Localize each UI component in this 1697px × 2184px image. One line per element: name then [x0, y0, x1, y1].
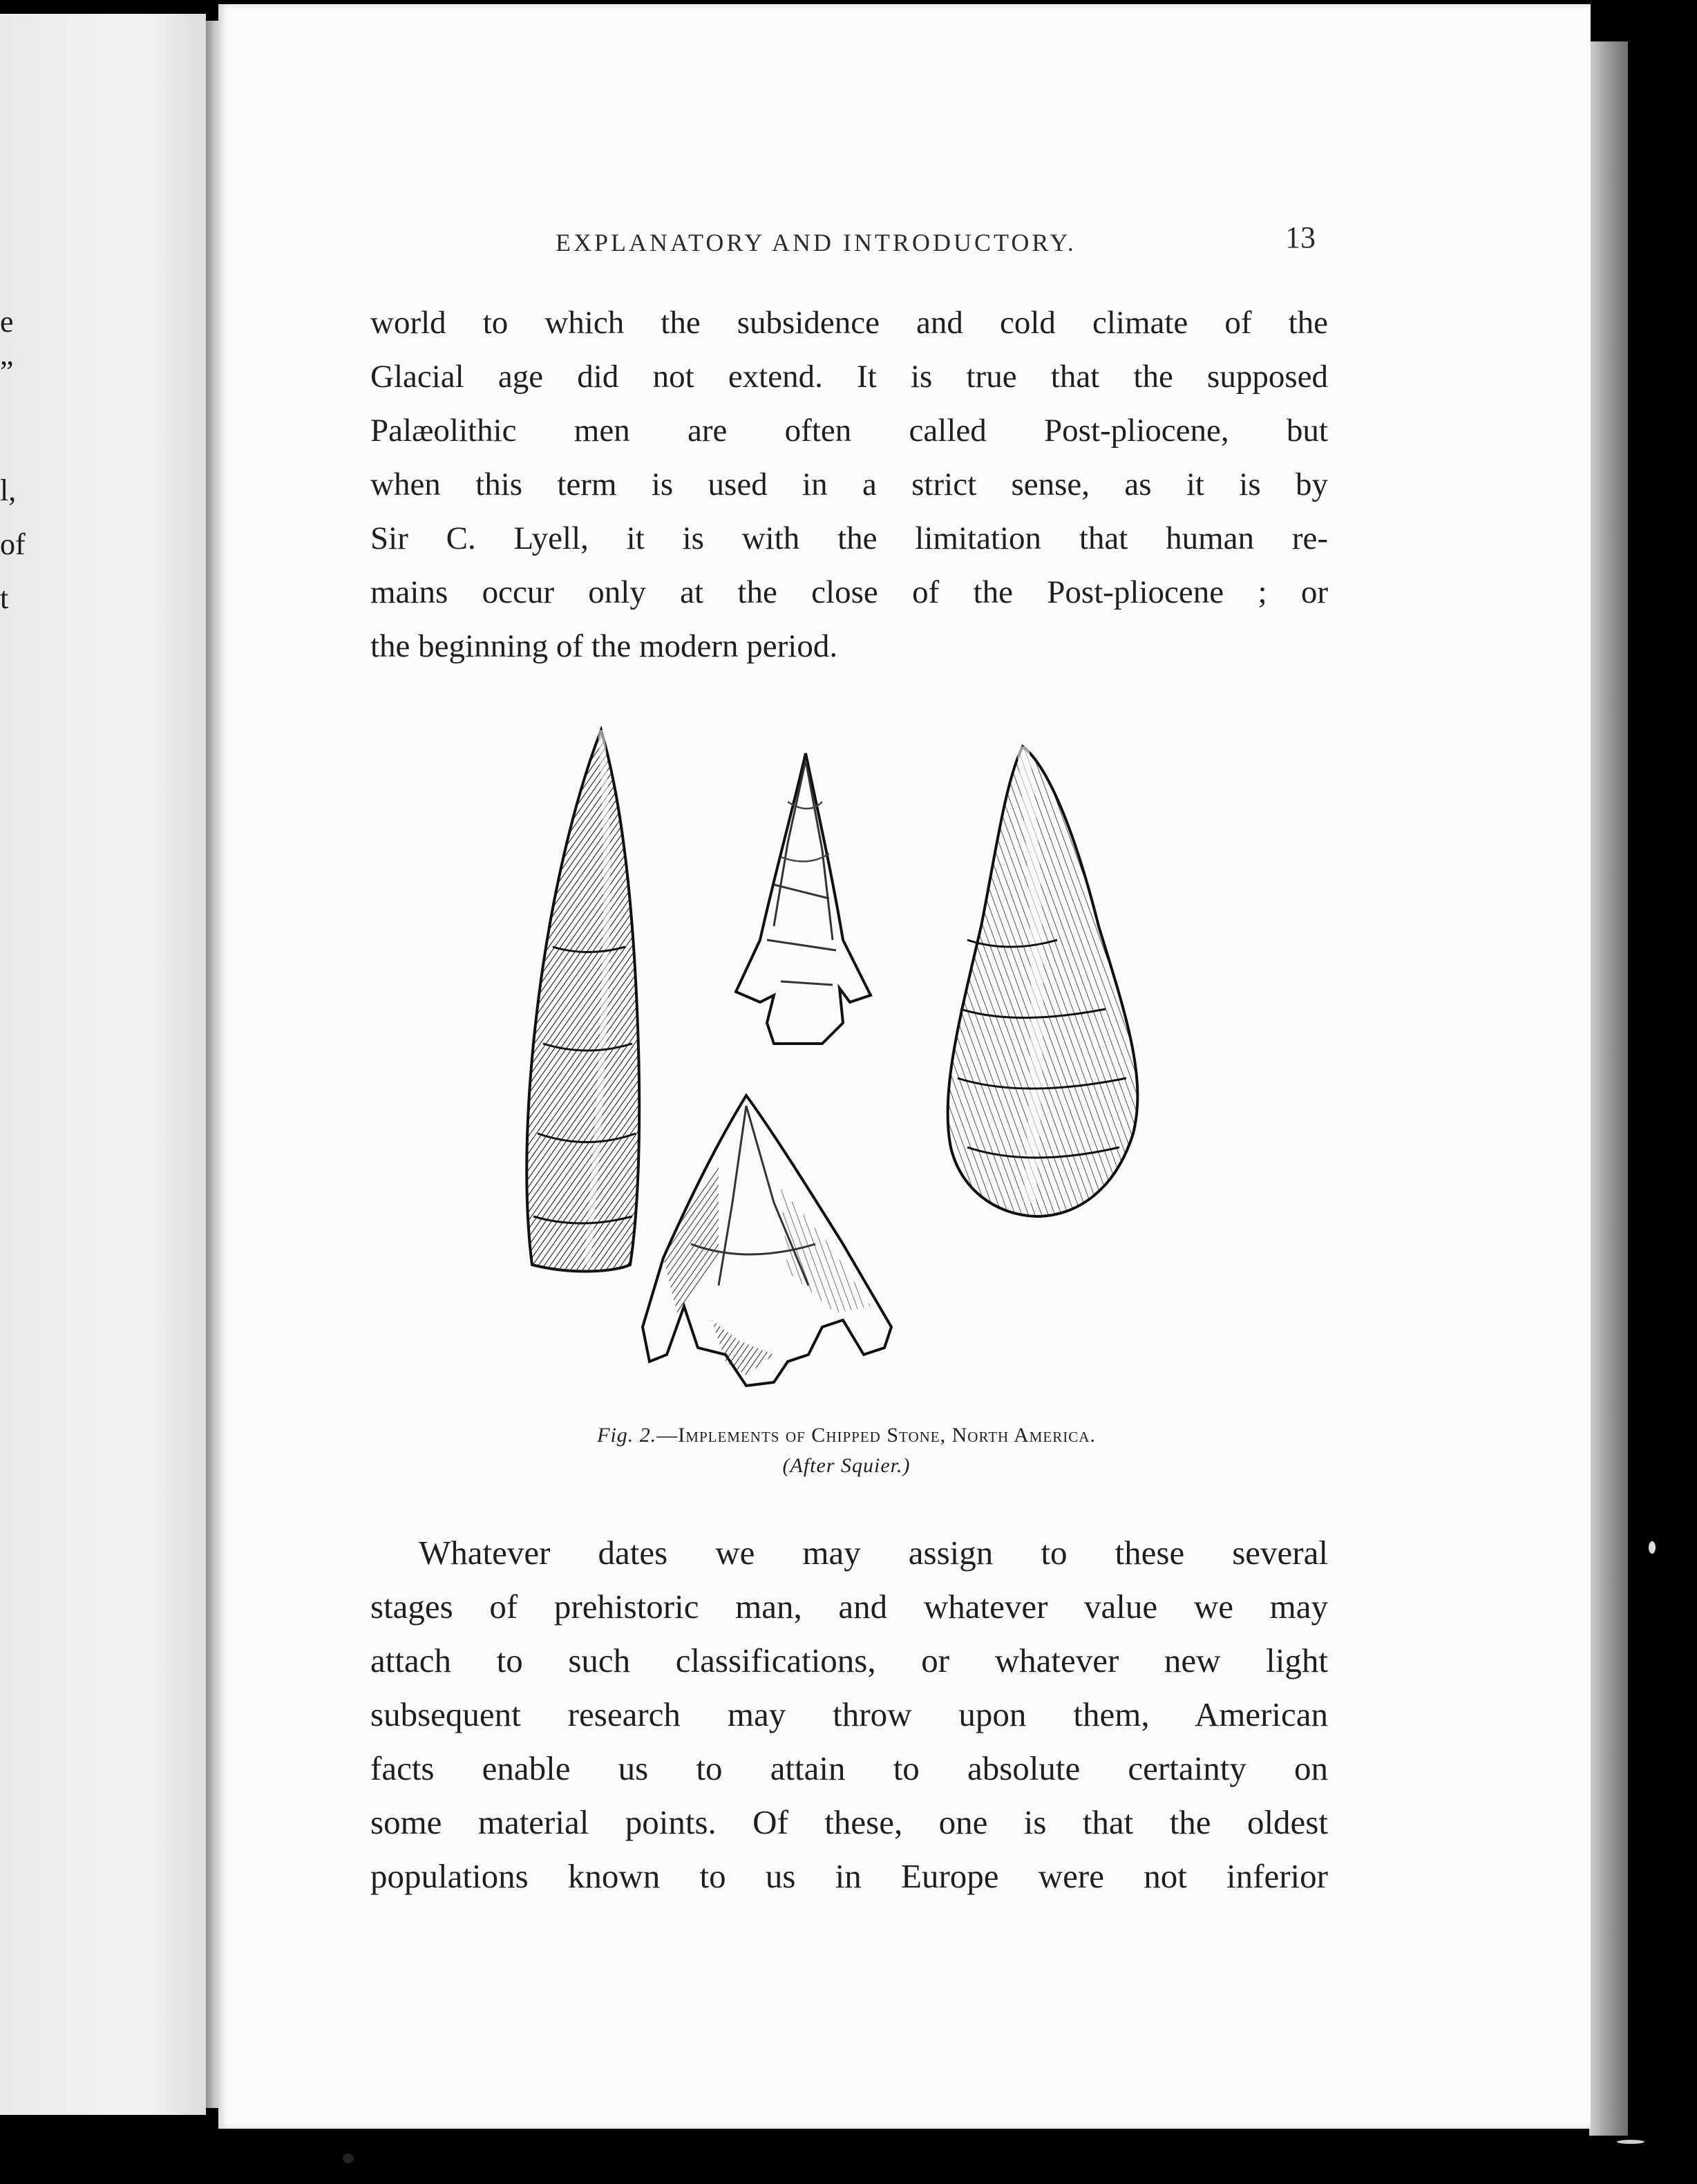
text-line: Palæolithic men are often called Post-pliocene, but	[370, 413, 1328, 449]
text-line: Glacial age did not extend. It is true that the supposed	[370, 359, 1328, 395]
figure-label: Fig. 2.	[597, 1424, 657, 1447]
scan-speck	[343, 2154, 354, 2163]
barbed-arrowhead	[643, 1095, 891, 1386]
scan-speck	[1617, 2140, 1644, 2144]
scan-speck	[1649, 1541, 1656, 1554]
left-page-fragment: l,	[0, 473, 17, 507]
page-number: 13	[1285, 220, 1316, 254]
text-line: populations known to us in Europe were not inferior	[370, 1857, 1328, 1895]
figure-credit: (After Squier.)	[782, 1454, 911, 1477]
text-line: Whatever dates we may assign to these several	[419, 1534, 1328, 1572]
page-edges	[1589, 41, 1628, 2136]
text-line: Sir C. Lyell, it is with the limitation that human re-	[370, 520, 1328, 556]
text-line: the beginning of the modern period.	[370, 628, 838, 664]
text-line: subsequent research may throw upon them, American	[370, 1695, 1328, 1733]
small-notched-point	[736, 753, 871, 1044]
text-line: when this term is used in a strict sense, as it is by	[370, 467, 1328, 502]
running-head: EXPLANATORY AND INTRODUCTORY.	[556, 229, 1077, 256]
text-line: world to which the subsidence and cold climate of the	[370, 305, 1328, 341]
text-line: stages of prehistoric man, and whatever value we may	[370, 1588, 1328, 1626]
figure-title: —Implements of Chipped Stone, North America.	[656, 1424, 1096, 1447]
left-page-fragment: ”	[0, 355, 14, 388]
left-page-fragment: of	[0, 527, 26, 561]
text-line: mains occur only at the close of the Post-pliocene ; or	[370, 574, 1328, 610]
text-line: attach to such classifications, or whatever new light	[370, 1641, 1328, 1679]
stone-implements-figure	[484, 719, 1209, 1410]
left-page-fragment: e	[0, 305, 14, 339]
figure-caption	[415, 1424, 1278, 1447]
left-page	[0, 14, 206, 2115]
text-line: facts enable us to attain to absolute certainty on	[370, 1749, 1328, 1787]
large-ovate-hand-axe	[948, 746, 1138, 1216]
long-blade-point	[527, 730, 639, 1271]
paragraph-2	[370, 1526, 1328, 1903]
paragraph-1	[370, 296, 1328, 673]
text-line: some material points. Of these, one is that the oldest	[370, 1803, 1328, 1841]
left-page-fragment: t	[0, 581, 9, 615]
